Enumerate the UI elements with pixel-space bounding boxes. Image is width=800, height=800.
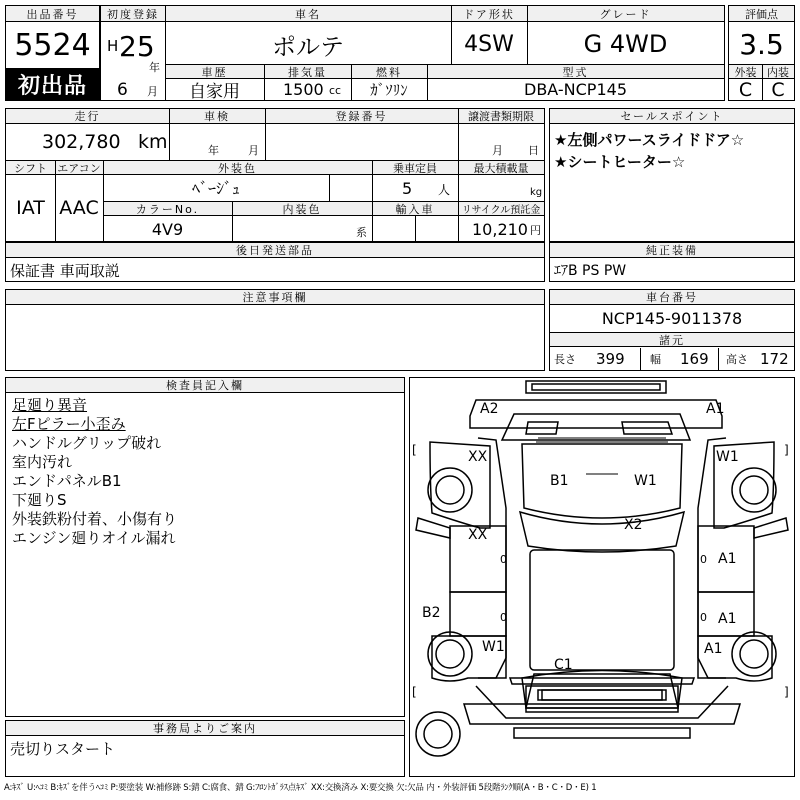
mark-b1: B1 <box>550 473 569 489</box>
tailgate-lower <box>538 690 666 700</box>
color-no-label: カラーNo. <box>103 201 232 216</box>
left-rear-wheel <box>428 632 472 676</box>
capacity-label: 乗車定員 <box>372 160 458 175</box>
grade: G 4WD <box>583 30 668 58</box>
recycle: 10,210 <box>472 219 528 239</box>
office-value: 売切りスタート <box>10 739 116 758</box>
caution-box <box>5 289 545 371</box>
displacement-label: 排気量 <box>264 64 351 79</box>
selling-point-2: ★シートヒーター☆ <box>554 152 686 171</box>
rear-step <box>514 728 690 738</box>
spare-wheel <box>416 712 460 756</box>
inspector-box <box>5 377 405 717</box>
selling-points-box <box>549 108 795 242</box>
shift-label: シフト <box>6 160 55 175</box>
inspector-line-2: 左Fピラー小歪み <box>12 415 126 433</box>
mark-a2: A2 <box>480 401 499 417</box>
inspector-line-6: 下廻りS <box>12 491 67 509</box>
width-value: 169 <box>680 350 709 368</box>
inspector-label: 検査員記入欄 <box>6 378 404 393</box>
mark-w1-left-rear: W1 <box>482 639 505 655</box>
left-rear-door <box>450 592 506 636</box>
front-bumper-inner <box>532 384 660 390</box>
info-box <box>5 108 545 242</box>
color-no: 4V9 <box>151 219 184 239</box>
score: 3.5 <box>739 27 784 61</box>
lot-label: 出品番号 <box>6 6 99 22</box>
length-value: 399 <box>596 350 625 368</box>
mark-b2: B2 <box>422 605 441 621</box>
interior-color-label: 内装色 <box>232 201 372 216</box>
right-rear-wheel <box>732 632 776 676</box>
roof <box>530 550 674 670</box>
inspector-line-4: 室内汚れ <box>12 453 73 471</box>
interior-label: 内装 <box>762 64 794 79</box>
rear-window <box>526 674 678 708</box>
grade-label: グレード <box>527 6 724 22</box>
mark-a1-right-rear: A1 <box>704 641 723 657</box>
left-front-wheel <box>428 468 472 512</box>
inspector-line-1: 足廻り異音 <box>12 396 88 414</box>
right-mirror <box>754 518 788 538</box>
history: 自家用 <box>189 82 240 100</box>
hood <box>522 444 682 518</box>
lot-number: 5524 <box>14 27 91 63</box>
door-label: ドア形状 <box>451 6 527 22</box>
mark-w1-right-front: W1 <box>716 449 739 465</box>
mark-zero-left-front-door: 0 <box>500 552 507 566</box>
dims-label: 諸元 <box>550 332 794 347</box>
mark-a1-top: A1 <box>706 401 725 417</box>
interior-grade: C <box>771 79 785 100</box>
fuel: ｶﾞｿﾘﾝ <box>370 81 408 99</box>
right-front-wheel <box>732 468 776 512</box>
exterior-grade: C <box>738 79 753 100</box>
legend: A:ｷｽﾞ U:ﾍｺﾐ B:ｷｽﾞを伴うﾍｺﾐ P:要塗装 W:補修跡 S:錆 C:腐食、錆 G:ﾌﾛﾝﾄｶﾞﾗｽ点ｷｽﾞ XX:交換済み X:要交換 欠:欠品 内・外装評価 5段階ﾗﾝｸ順(A・B・C・D・E) 1 <box>4 783 597 793</box>
model-label: 型式 <box>427 64 724 79</box>
left-mirror <box>416 518 450 538</box>
reg-year-unit: 年 <box>149 61 160 74</box>
equipment-label: 純正装備 <box>550 243 794 258</box>
mark-a1-right-door-rear: A1 <box>718 611 737 627</box>
load-unit: kg <box>530 186 543 198</box>
mark-xx-left-front: XX <box>468 449 488 465</box>
caution-label: 注意事項欄 <box>6 290 544 305</box>
bracket-right-bottom: ] <box>784 685 789 699</box>
inspection-year-unit: 年 <box>208 144 219 157</box>
transfer-month-unit: 月 <box>492 144 503 157</box>
exterior-label: 外装 <box>729 64 762 79</box>
width-label: 幅 <box>650 353 661 366</box>
mark-x2: X2 <box>624 517 643 533</box>
score-label: 評価点 <box>729 6 794 22</box>
mark-a1-right-door-front: A1 <box>718 551 737 567</box>
reg-label: 初度登録 <box>101 6 165 22</box>
recycle-unit: 円 <box>530 224 541 237</box>
inspection-label: 車検 <box>169 109 265 124</box>
inspection-month-unit: 月 <box>248 144 259 157</box>
mark-zero-left-rear-door: 0 <box>500 610 507 624</box>
mark-zero-right-front-door: 0 <box>700 552 707 566</box>
rear-body <box>476 686 728 718</box>
color: ﾍﾞｰｼﾞｭ <box>191 178 240 198</box>
equipment-value: ｴｱB PS PW <box>554 263 627 279</box>
bracket-left-bottom: [ <box>412 685 417 699</box>
reg-month-unit: 月 <box>147 85 158 98</box>
front-windshield <box>502 414 690 440</box>
shift: IAT <box>16 197 45 219</box>
bracket-left-top: [ <box>412 443 417 457</box>
transfer-day-unit: 日 <box>528 144 539 157</box>
parts-box <box>5 242 545 282</box>
mileage-unit: km <box>138 131 168 153</box>
tailgate-panel <box>542 690 662 700</box>
reg-era: H <box>107 37 119 55</box>
chassis-box <box>549 289 795 371</box>
bracket-right-top: ] <box>784 443 789 457</box>
header-box <box>100 5 725 101</box>
parts-label: 後日発送部品 <box>6 243 544 258</box>
color-label: 外装色 <box>103 160 372 175</box>
car-name: ポルテ <box>272 32 344 61</box>
mileage-label: 走行 <box>6 109 169 124</box>
displacement-unit: cc <box>329 83 342 97</box>
import-label: 輸入車 <box>372 201 458 216</box>
displacement: 1500 <box>283 80 324 99</box>
capacity: 5 <box>402 178 413 198</box>
history-label: 車歴 <box>165 64 264 79</box>
inspector-line-8: エンジン廻りオイル漏れ <box>12 529 176 547</box>
office-label: 事務局よりご案内 <box>6 721 404 736</box>
chassis-number: NCP145-9011378 <box>601 308 743 328</box>
lot-box <box>5 5 100 101</box>
reg-year: 25 <box>119 29 155 63</box>
model: DBA-NCP145 <box>524 80 627 99</box>
selling-point-1: ★左側パワースライドドア☆ <box>554 130 745 149</box>
transfer-label: 譲渡書類期限 <box>458 109 544 124</box>
equipment-box <box>549 242 795 282</box>
rear-line <box>510 678 694 684</box>
mark-w1-hood: W1 <box>634 473 657 489</box>
car-diagram-box <box>409 377 795 777</box>
reg-month: 6 <box>117 80 128 100</box>
car-name-label: 車名 <box>165 6 451 22</box>
capacity-unit: 人 <box>438 182 451 197</box>
height-label: 高さ <box>726 353 748 366</box>
fuel-label: 燃料 <box>351 64 427 79</box>
ac-label: エアコン <box>55 160 103 175</box>
ac: AAC <box>59 197 99 219</box>
chassis-label: 車台番号 <box>550 290 794 305</box>
first-listing-badge: 初出品 <box>6 68 99 100</box>
inspector-line-5: エンドパネルB1 <box>12 472 122 490</box>
mark-c1: C1 <box>554 657 573 673</box>
mileage: 302,780 <box>42 131 121 153</box>
inspector-line-3: ハンドルグリップ破れ <box>12 434 162 452</box>
front-bumper-top <box>526 381 666 393</box>
inspector-line-7: 外装鉄粉付着、小傷有り <box>12 510 178 528</box>
door-type: 4SW <box>464 31 514 57</box>
office-box <box>5 720 405 777</box>
score-box <box>728 5 795 101</box>
mark-zero-right-rear-door: 0 <box>700 610 707 624</box>
load-label: 最大積載量 <box>458 160 544 175</box>
plate-label: 登録番号 <box>265 109 458 124</box>
selling-points-label: セールスポイント <box>550 109 794 124</box>
mark-xx-left-door: XX <box>468 527 488 543</box>
interior-color-suffix: 系 <box>356 226 367 239</box>
recycle-label: リサイクル預託金 <box>458 201 544 216</box>
height-value: 172 <box>760 350 789 368</box>
parts-value: 保証書 車両取説 <box>10 261 120 280</box>
rear-bumper <box>464 704 740 724</box>
car-diagram <box>410 378 794 776</box>
length-label: 長さ <box>554 353 576 366</box>
